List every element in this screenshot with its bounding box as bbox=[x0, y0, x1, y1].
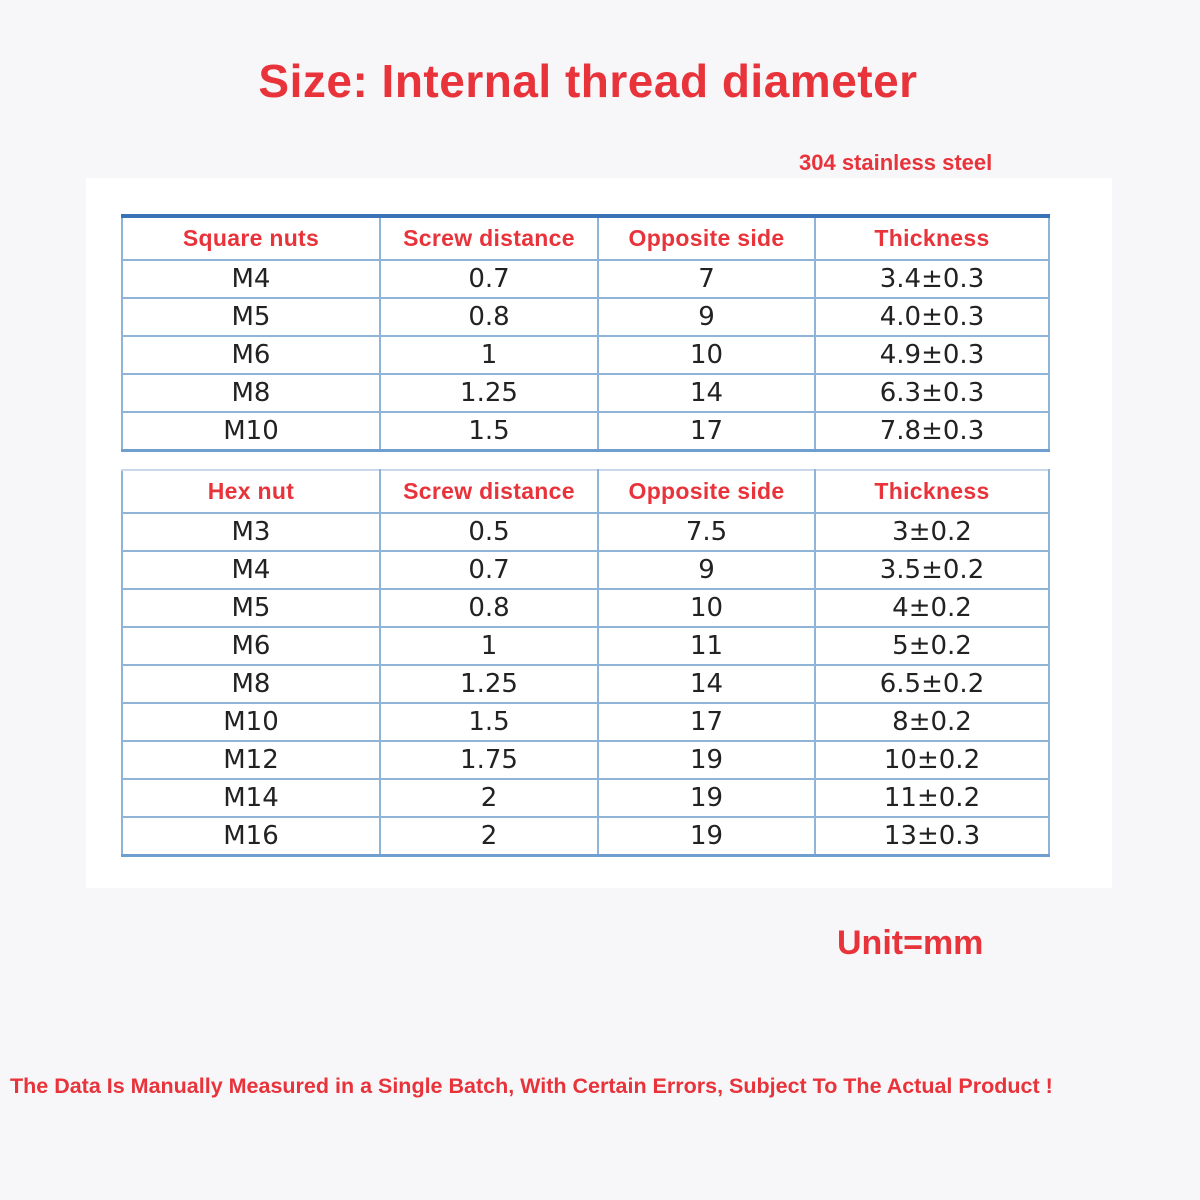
page-title: Size: Internal thread diameter bbox=[258, 55, 918, 107]
thickness-cell: 10±0.2 bbox=[815, 741, 1049, 779]
opposite-side-cell: 10 bbox=[598, 589, 815, 627]
opposite-side-cell: 7.5 bbox=[598, 513, 815, 551]
table-row bbox=[122, 817, 1049, 856]
opposite-side-cell: 19 bbox=[598, 779, 815, 817]
opposite-side-cell: 14 bbox=[598, 665, 815, 703]
table-header-row bbox=[122, 470, 1049, 513]
header-square-nuts: Square nuts bbox=[122, 216, 380, 260]
header-hex-nut: Hex nut bbox=[122, 470, 380, 513]
opposite-side-cell: 17 bbox=[598, 703, 815, 741]
thickness-cell: 4±0.2 bbox=[815, 589, 1049, 627]
screw-distance-cell: 0.7 bbox=[380, 551, 598, 589]
table-row bbox=[122, 513, 1049, 551]
opposite-side-cell: 10 bbox=[598, 336, 815, 374]
thickness-cell: 4.9±0.3 bbox=[815, 336, 1049, 374]
hex-nut-table bbox=[121, 469, 1050, 857]
table-row bbox=[122, 336, 1049, 374]
screw-distance-cell: 2 bbox=[380, 817, 598, 856]
opposite-side-cell: 17 bbox=[598, 412, 815, 451]
screw-distance-cell: 0.8 bbox=[380, 589, 598, 627]
size-cell: M4 bbox=[122, 551, 380, 589]
thickness-cell: 8±0.2 bbox=[815, 703, 1049, 741]
thickness-cell: 7.8±0.3 bbox=[815, 412, 1049, 451]
disclaimer-text: The Data Is Manually Measured in a Single Batch, With Certain Errors, Subject To The Actual Product ! bbox=[10, 1074, 1053, 1098]
screw-distance-cell: 0.5 bbox=[380, 513, 598, 551]
size-cell: M3 bbox=[122, 513, 380, 551]
size-cell: M14 bbox=[122, 779, 380, 817]
thickness-cell: 13±0.3 bbox=[815, 817, 1049, 856]
opposite-side-cell: 11 bbox=[598, 627, 815, 665]
size-cell: M16 bbox=[122, 817, 380, 856]
table-row bbox=[122, 665, 1049, 703]
opposite-side-cell: 14 bbox=[598, 374, 815, 412]
size-cell: M8 bbox=[122, 665, 380, 703]
table-row bbox=[122, 260, 1049, 298]
size-cell: M6 bbox=[122, 627, 380, 665]
size-cell: M5 bbox=[122, 298, 380, 336]
unit-label: Unit=mm bbox=[837, 924, 984, 962]
thickness-cell: 6.5±0.2 bbox=[815, 665, 1049, 703]
screw-distance-cell: 1.25 bbox=[380, 665, 598, 703]
size-cell: M6 bbox=[122, 336, 380, 374]
table-row bbox=[122, 589, 1049, 627]
material-label: 304 stainless steel bbox=[799, 150, 993, 175]
table-row bbox=[122, 627, 1049, 665]
table-row bbox=[122, 779, 1049, 817]
square-nuts-table bbox=[121, 214, 1050, 452]
table-row bbox=[122, 412, 1049, 451]
table-row bbox=[122, 741, 1049, 779]
screw-distance-cell: 1.5 bbox=[380, 703, 598, 741]
size-cell: M4 bbox=[122, 260, 380, 298]
opposite-side-cell: 19 bbox=[598, 817, 815, 856]
table-header-row bbox=[122, 216, 1049, 260]
thickness-cell: 3±0.2 bbox=[815, 513, 1049, 551]
size-cell: M5 bbox=[122, 589, 380, 627]
screw-distance-cell: 0.7 bbox=[380, 260, 598, 298]
header-thickness: Thickness bbox=[815, 216, 1049, 260]
header-opposite-side: Opposite side bbox=[598, 470, 815, 513]
screw-distance-cell: 1.75 bbox=[380, 741, 598, 779]
thickness-cell: 11±0.2 bbox=[815, 779, 1049, 817]
thickness-cell: 3.5±0.2 bbox=[815, 551, 1049, 589]
size-cell: M12 bbox=[122, 741, 380, 779]
table-row bbox=[122, 374, 1049, 412]
header-thickness: Thickness bbox=[815, 470, 1049, 513]
thickness-cell: 5±0.2 bbox=[815, 627, 1049, 665]
screw-distance-cell: 0.8 bbox=[380, 298, 598, 336]
size-cell: M10 bbox=[122, 412, 380, 451]
size-cell: M10 bbox=[122, 703, 380, 741]
opposite-side-cell: 19 bbox=[598, 741, 815, 779]
screw-distance-cell: 1.25 bbox=[380, 374, 598, 412]
opposite-side-cell: 9 bbox=[598, 551, 815, 589]
thickness-cell: 3.4±0.3 bbox=[815, 260, 1049, 298]
screw-distance-cell: 2 bbox=[380, 779, 598, 817]
header-opposite-side: Opposite side bbox=[598, 216, 815, 260]
thickness-cell: 6.3±0.3 bbox=[815, 374, 1049, 412]
header-screw-distance: Screw distance bbox=[380, 216, 598, 260]
table-row bbox=[122, 298, 1049, 336]
opposite-side-cell: 7 bbox=[598, 260, 815, 298]
size-cell: M8 bbox=[122, 374, 380, 412]
table-row bbox=[122, 551, 1049, 589]
screw-distance-cell: 1 bbox=[380, 336, 598, 374]
screw-distance-cell: 1 bbox=[380, 627, 598, 665]
opposite-side-cell: 9 bbox=[598, 298, 815, 336]
table-row bbox=[122, 703, 1049, 741]
screw-distance-cell: 1.5 bbox=[380, 412, 598, 451]
thickness-cell: 4.0±0.3 bbox=[815, 298, 1049, 336]
header-screw-distance: Screw distance bbox=[380, 470, 598, 513]
